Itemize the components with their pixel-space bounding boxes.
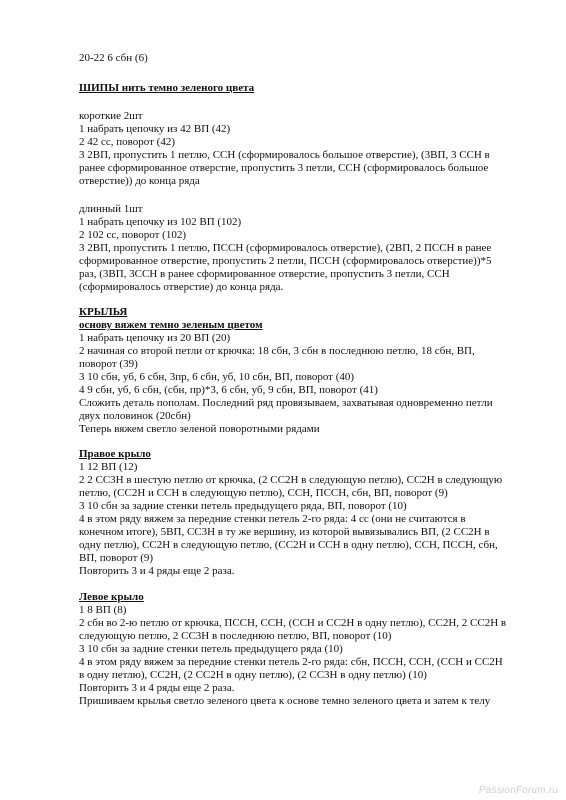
left-wing-line: 3 10 сбн за задние стенки петель предыдущего ряда (10) [79, 643, 343, 655]
short-spikes-line: 3 2ВП, пропустить 1 петлю, ССН (сформировалось большое отверстие), (3ВП, 3 ССН в [79, 149, 490, 161]
wings-line: 3 10 сбн, уб, 6 сбн, 3пр, 6 сбн, уб, 10 сбн, ВП, поворот (40) [79, 371, 355, 383]
left-wing-heading: Левое крыло [79, 591, 144, 603]
short-spikes-line: 2 42 сс, поворот (42) [79, 136, 176, 148]
wings-line: Сложить деталь пополам. Последний ряд провязываем, захватывая одновременно петли [79, 397, 493, 409]
right-wing-line: Повторить 3 и 4 ряды еще 2 раза. [79, 565, 235, 577]
spikes-heading: ШИПЫ нить темно зеленого цвета [79, 82, 255, 94]
long-spike-title: длинный 1шт [79, 203, 143, 215]
right-wing-line: 2 2 СС3Н в шестую петлю от крючка, (2 СС2Н в следующую петлю), СС2Н в следующую [79, 474, 503, 486]
wings-line: поворот (39) [79, 358, 138, 370]
wings-line: 2 начиная со второй петли от крючка: 18 сбн, 3 сбн в последнюю петлю, 18 сбн, ВП, [79, 345, 475, 357]
long-spike-line: 1 набрать цепочку из 102 ВП (102) [79, 216, 242, 228]
right-wing-line: 1 12 ВП (12) [79, 461, 138, 473]
left-wing-line: 2 сбн во 2-ю петлю от крючка, ПССН, ССН, (ССН и СС2Н в одну петлю), СС2Н, 2 СС2Н в [79, 617, 507, 629]
short-spikes-line: 1 набрать цепочку из 42 ВП (42) [79, 123, 231, 135]
long-spike-line: раз, (3ВП, 3ССН в ранее сформированное отверстие, пропустить 3 петли, ССН [79, 268, 450, 280]
left-wing-line: Повторить 3 и 4 ряды еще 2 раза. [79, 682, 235, 694]
wings-subheading: основу вяжем темно зеленым цветом [79, 319, 263, 331]
short-spikes-title: короткие 2шт [79, 110, 143, 122]
right-wing-line: ВП, поворот (9) [79, 552, 154, 564]
right-wing-line: 4 в этом ряду вяжем за передние стенки петель 2-го ряда: 4 сс (они не считаются в [79, 513, 466, 525]
long-spike-line: (сформировалось отверстие) до конца ряда. [79, 281, 284, 293]
left-wing-line: в одну петлю), СС2Н, (2 СС2Н в одну петлю), (2 СС3Н в одну петлю) (10) [79, 669, 427, 681]
long-spike-line: сформированное отверстие, пропустить 2 петли, ПССН (сформировалось отверстие))*5 [79, 255, 492, 267]
wings-line: двух половинок (20сбн) [79, 410, 191, 422]
wings-line: 1 набрать цепочку из 20 ВП (20) [79, 332, 231, 344]
right-wing-line: конечном итоге), 5ВП, СС3Н в ту же вершину, из которой вывязывались ВП, (2 СС2Н в [79, 526, 490, 538]
right-wing-heading: Правое крыло [79, 448, 151, 460]
row-range-line: 20-22 6 сбн (6) [79, 52, 148, 64]
wings-line: Теперь вяжем светло зеленой поворотными рядами [79, 423, 320, 435]
right-wing-line: петлю, (СС2Н и ССН в следующую петлю), ССН, ПССН, сбн, ВП, поворот (9) [79, 487, 448, 499]
long-spike-line: 3 2ВП, пропустить 1 петлю, ПССН (сформировалось отверстие), (2ВП, 2 ПССН в ранее [79, 242, 492, 254]
left-wing-line: 1 8 ВП (8) [79, 604, 127, 616]
long-spike-line: 2 102 сс, поворот (102) [79, 229, 187, 241]
site-watermark: PassionForum.ru [478, 785, 558, 796]
left-wing-line: Пришиваем крылья светло зеленого цвета к основе темно зеленого цвета и затем к телу [79, 695, 491, 707]
wings-heading: КРЫЛЬЯ [79, 306, 128, 318]
left-wing-line: следующую петлю, 2 СС3Н в последнюю петлю, ВП, поворот (10) [79, 630, 392, 642]
right-wing-line: одну петлю), СС2Н в следующую петлю, (СС2Н и ССН в одну петлю), ССН, ПССН, сбн, [79, 539, 498, 551]
right-wing-line: 3 10 сбн за задние стенки петель предыдущего ряда, ВП, поворот (10) [79, 500, 407, 512]
short-spikes-line: отверстие)) до конца ряда [79, 175, 200, 187]
left-wing-line: 4 в этом ряду вяжем за передние стенки петель 2-го ряда: сбн, ПССН, ССН, (ССН и СС2Н [79, 656, 503, 668]
wings-line: 4 9 сбн, уб, 6 сбн, (сбн, пр)*3, 6 сбн, уб, 9 сбн, ВП, поворот (41) [79, 384, 378, 396]
short-spikes-line: ранее сформированное отверстие, пропустить 3 петли, ССН (сформировалось большое [79, 162, 489, 174]
